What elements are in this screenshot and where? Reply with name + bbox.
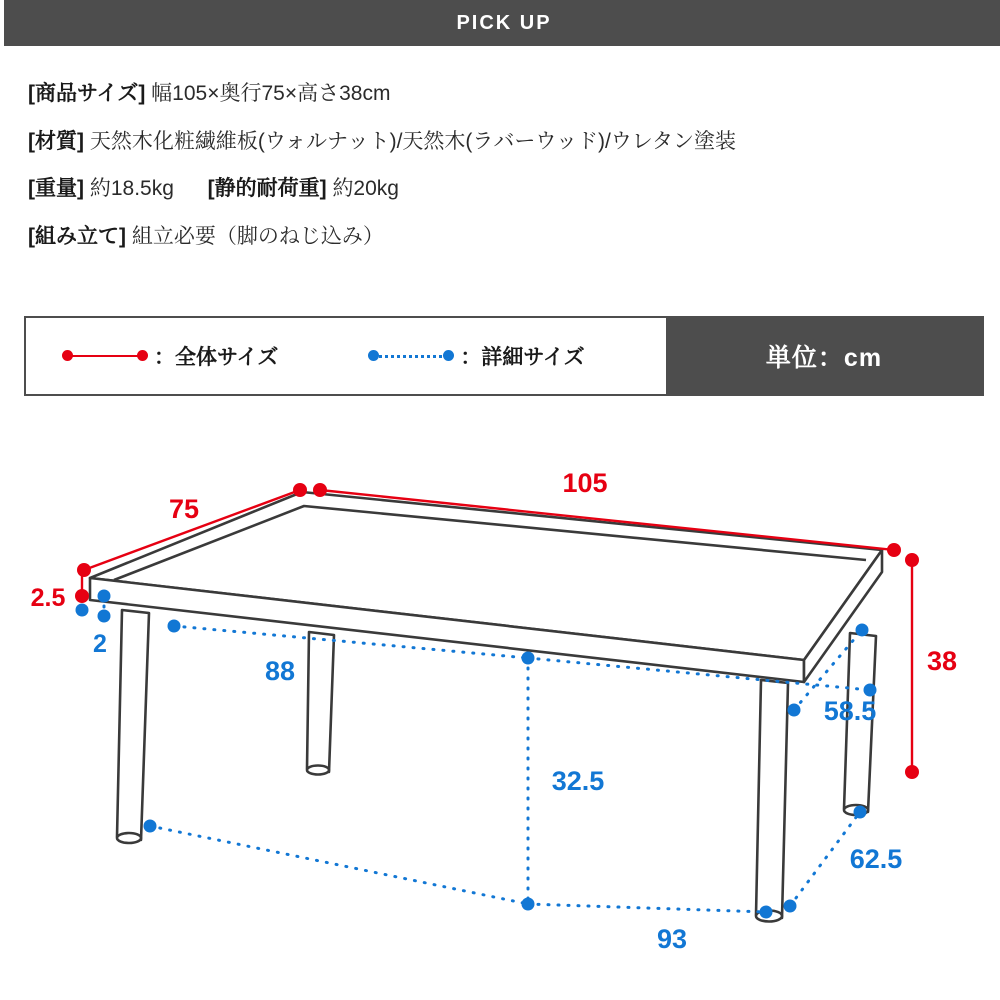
page-title: PICK UP bbox=[456, 11, 552, 34]
spec-value-size: 幅105×奥行75×高さ38cm bbox=[151, 82, 391, 105]
spec-row-weight bbox=[28, 173, 988, 206]
dim-label-height: 38 bbox=[926, 646, 958, 676]
dim-label-depth: 75 bbox=[168, 494, 200, 524]
dim-label-apron: 2 bbox=[93, 630, 107, 658]
spec-value-assembly: 組立必要（脚のねじ込み） bbox=[131, 224, 384, 248]
dim-label-inner-width: 88 bbox=[264, 656, 296, 686]
spec-label-weight: [重量] bbox=[28, 177, 84, 201]
spec-list bbox=[28, 78, 988, 268]
table-illustration bbox=[90, 492, 882, 922]
legend-label-detail: ：詳細サイズ bbox=[460, 346, 585, 369]
dim-label-width: 105 bbox=[562, 468, 608, 498]
legend-unit bbox=[666, 318, 982, 394]
legend-item-overall bbox=[62, 341, 278, 371]
legend-items bbox=[26, 318, 666, 394]
spec-row-material bbox=[28, 126, 988, 159]
dim-label-thickness: 2.5 bbox=[30, 584, 66, 612]
spec-value-material: 天然木化粧繊維板(ウォルナット)/天然木(ラバーウッド)/ウレタン塗装 bbox=[89, 129, 736, 153]
spec-value-weight: 約18.5kg bbox=[89, 177, 174, 201]
spec-label-material: [材質] bbox=[28, 129, 84, 153]
dim-label-inner-depth: 58.5 bbox=[823, 696, 877, 726]
spec-label-size: [商品サイズ] bbox=[28, 82, 146, 105]
dim-label-leg-height: 32.5 bbox=[551, 766, 605, 796]
dim-label-bottom-depth: 62.5 bbox=[849, 844, 903, 874]
legend-box bbox=[24, 316, 984, 396]
legend-solid-line-icon bbox=[62, 349, 148, 363]
legend-dotted-line-icon bbox=[368, 349, 454, 363]
spec-row-size bbox=[28, 78, 988, 111]
spec-row-assembly bbox=[28, 221, 988, 254]
legend-unit-label: 単位：cm bbox=[765, 344, 883, 372]
legend-item-detail bbox=[368, 341, 584, 371]
spec-label-load: [静的耐荷重] bbox=[207, 177, 327, 201]
legend-label-overall: ：全体サイズ bbox=[154, 346, 279, 369]
page-header bbox=[4, 0, 1000, 46]
dimension-diagram bbox=[4, 420, 1000, 1000]
spec-label-assembly: [組み立て] bbox=[28, 224, 126, 248]
dim-label-bottom-width: 93 bbox=[656, 924, 688, 954]
spec-value-load: 約20kg bbox=[332, 177, 399, 201]
